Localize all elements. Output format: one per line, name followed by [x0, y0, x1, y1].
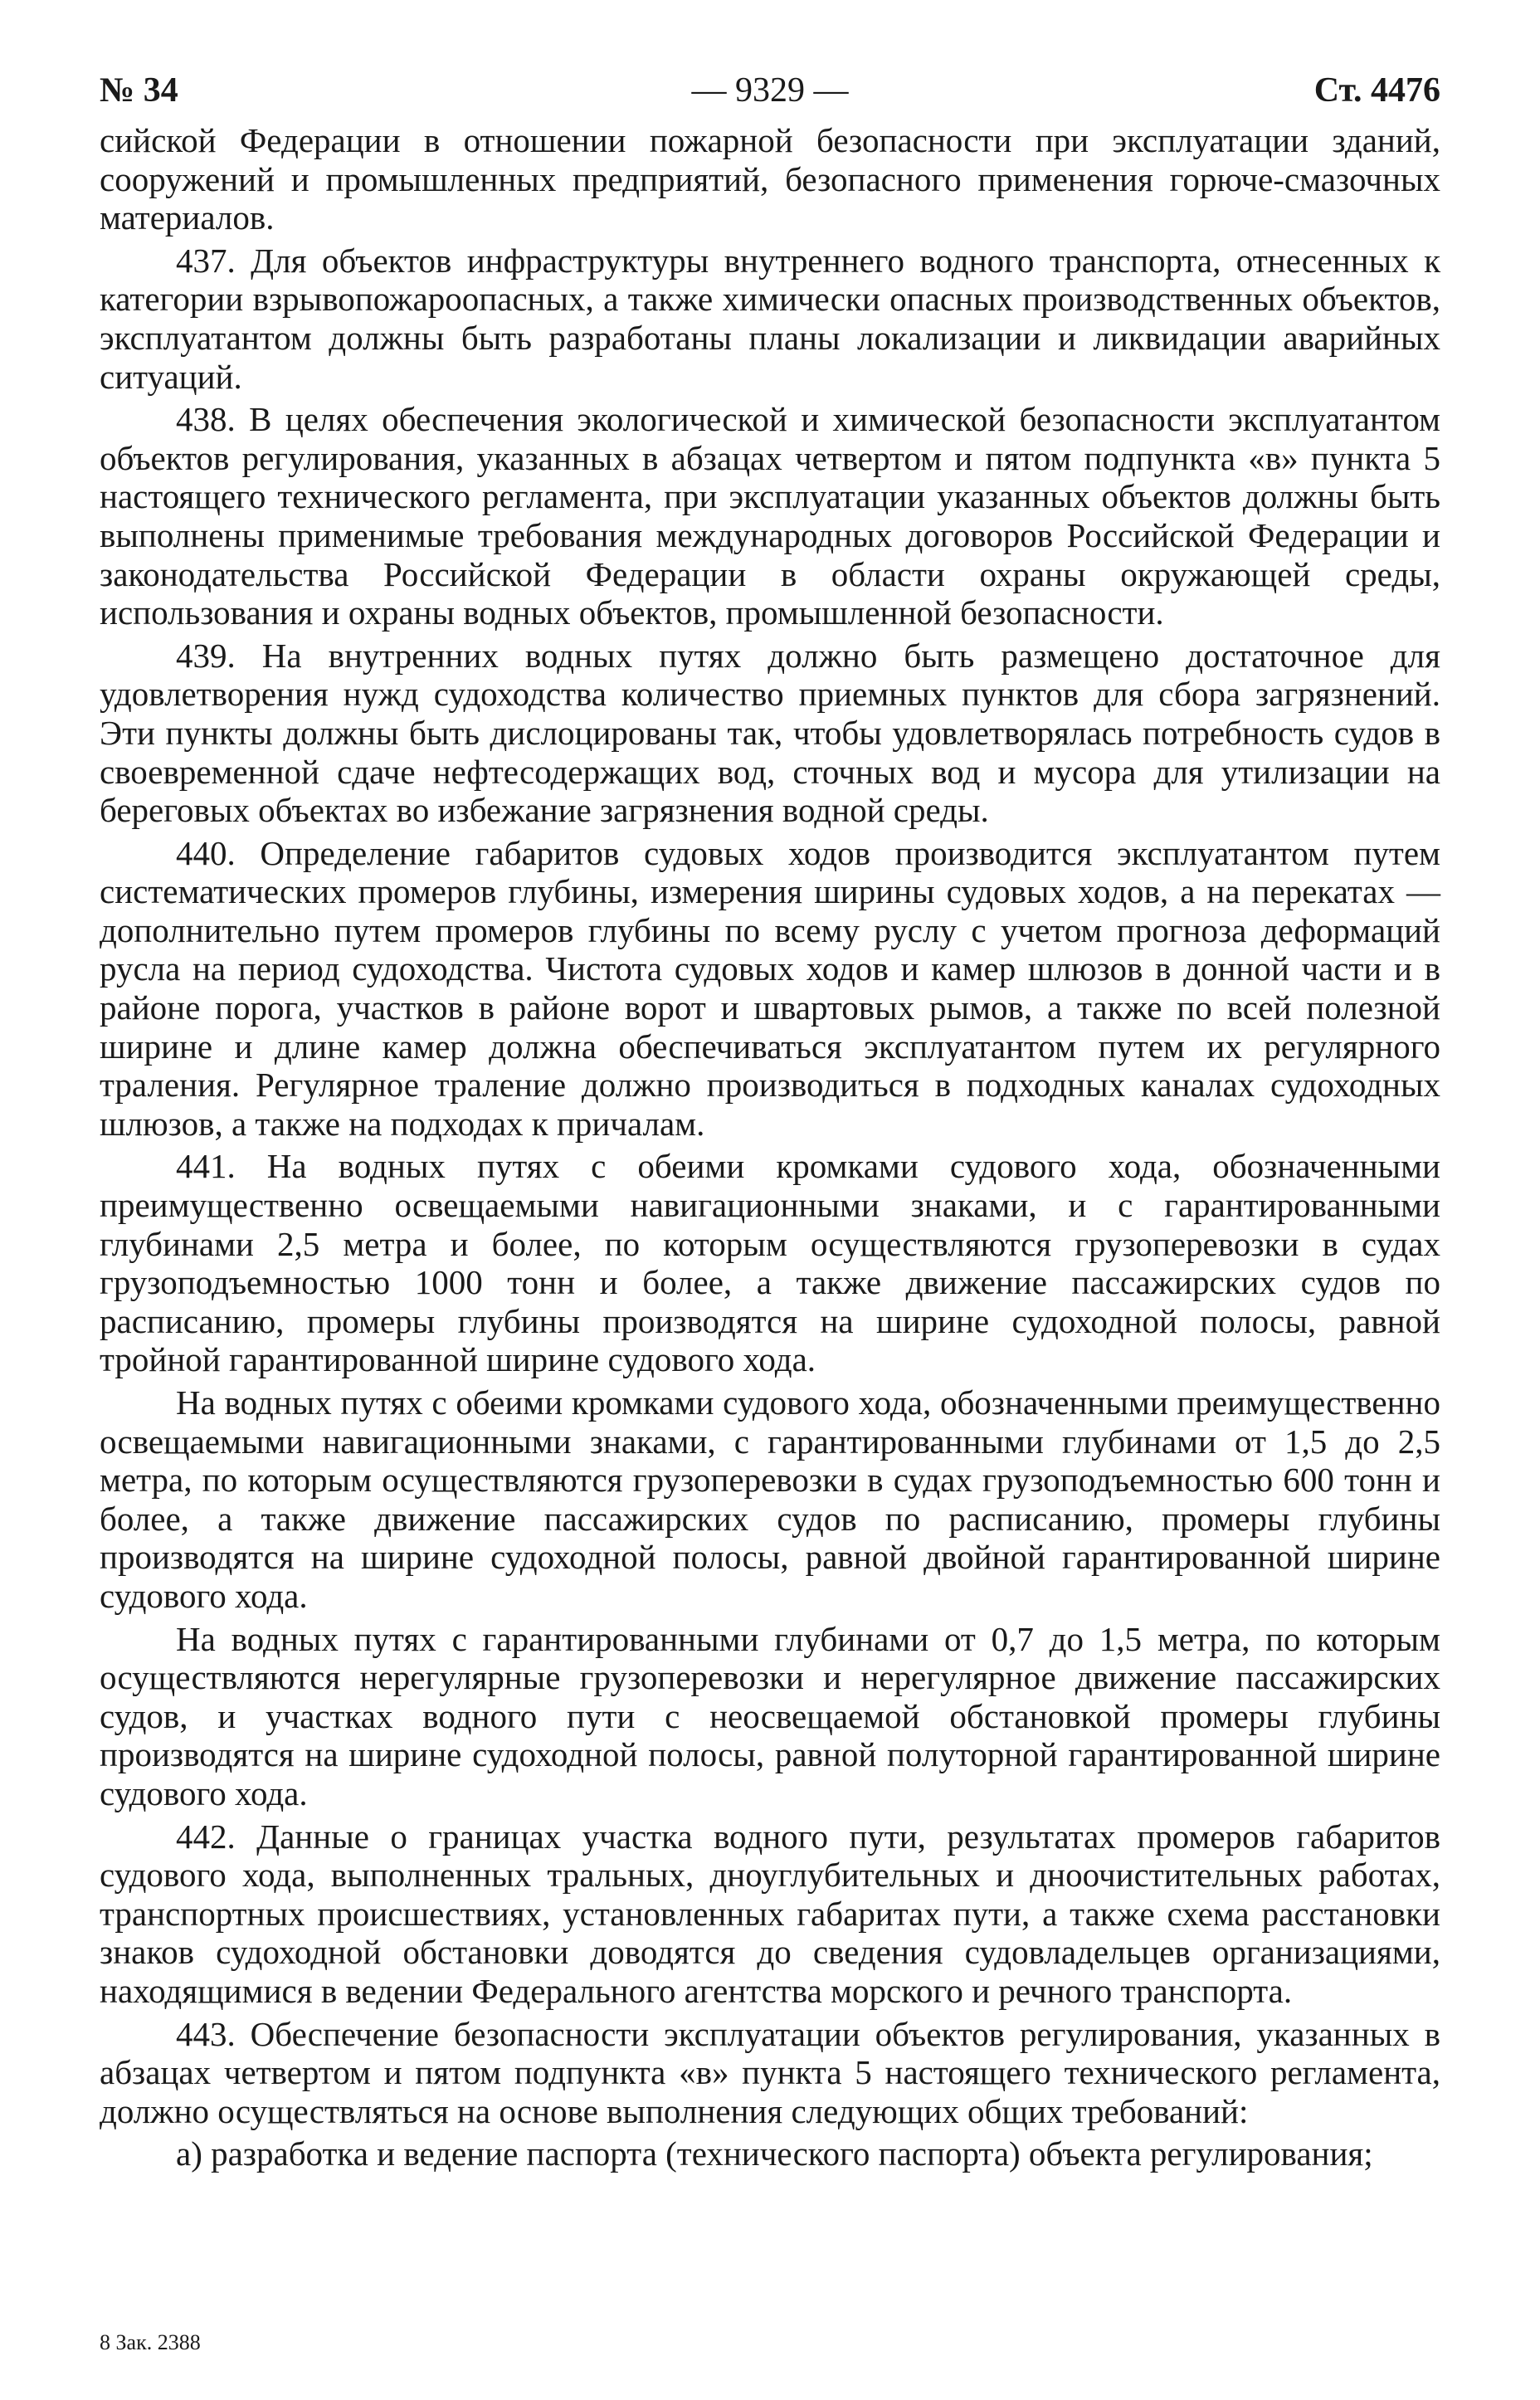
issue-number: № 34 — [100, 71, 178, 110]
paragraph-443: 443. Обеспечение безопасности эксплуатации объектов регулирования, указанных в абзацах четвертом и пятом подпункта «в» пункта 5 настоящего технического регламента, должно осуществляться на основе выполнения следующих общих требований: — [100, 2014, 1440, 2130]
paragraph-443-item-a: а) разработка и ведение паспорта (технического паспорта) объекта регулирования; — [176, 2134, 1373, 2173]
document-body — [100, 121, 1440, 2173]
paragraph-441-third: На водных путях с гарантированными глубинами от 0,7 до 1,5 метра, по которым осуществляются нерегулярные грузоперевозки и нерегулярное движение пассажирских судов, и участках водного пути с неосвещаемой обстановкой промеры глубины производятся на ширине судоходной полосы, равной полуторной гарантированной ширине судового хода. — [100, 1619, 1440, 1812]
article-number: Ст. 4476 — [1313, 71, 1440, 110]
print-order-note: 8 Зак. 2388 — [100, 2330, 201, 2354]
page-header — [100, 68, 1440, 113]
paragraph-437: 437. Для объектов инфраструктуры внутреннего водного транспорта, отнесенных к категории взрывопожароопасных, а также химически опасных производственных объектов, эксплуатантом должны быть разработаны планы локализации и ликвидации аварийных ситуаций. — [100, 241, 1440, 396]
paragraph-438: 438. В целях обеспечения экологической и химической безопасности эксплуатантом объектов регулирования, указанных в абзацах четвертом и пятом подпункта «в» пункта 5 настоящего технического регламента, при эксплуатации указанных объектов должны быть выполнены применимые требования международных договоров Российской Федерации и законодательства Российской Федерации в области охраны окружающей среды, использования и охраны водных объектов, промышленной безопасности. — [100, 400, 1440, 632]
page-number: — 9329 — — [691, 71, 849, 110]
paragraph-continuation: сийской Федерации в отношении пожарной безопасности при эксплуатации зданий, сооружений и промышленных предприятий, безопасного применения горюче-смазочных материалов. — [100, 121, 1440, 237]
paragraph-441: 441. На водных путях с обеими кромками судового хода, обозначенными преимущественно освещаемыми навигационными знаками, и с гарантированными глубинами 2,5 метра и более, по которым осуществляются грузоперевозки в судах грузоподъемностью 1000 тонн и более, а также движение пассажирских судов по расписанию, промеры глубины производятся на ширине судоходной полосы, равной тройной гарантированной ширине судового хода. — [100, 1147, 1440, 1379]
paragraph-442: 442. Данные о границах участка водного пути, результатах промеров габаритов судового хода, выполненных тральных, дноуглубительных и дноочистительных работах, транспортных происшествиях, установленных габаритах пути, а также схема расстановки знаков судоходной обстановки доводятся до сведения судовладельцев организациями, находящимися в ведении Федерального агентства морского и речного транспорта. — [100, 1817, 1440, 2010]
paragraph-441-second: На водных путях с обеими кромками судового хода, обозначенными преимущественно освещаемыми навигационными знаками, с гарантированными глубинами от 1,5 до 2,5 метра, по которым осуществляются грузоперевозки в судах грузоподъемностью 600 тонн и более, а также движение пассажирских судов по расписанию, промеры глубины производятся на ширине судоходной полосы, равной двойной гарантированной ширине судового хода. — [100, 1383, 1440, 1615]
paragraph-440: 440. Определение габаритов судовых ходов производится эксплуатантом путем систематических промеров глубины, измерения ширины судовых ходов, а на перекатах — дополнительно путем промеров глубины по всему руслу с учетом прогноза деформаций русла на период судоходства. Чистота судовых ходов и камер шлюзов в донной части и в районе порога, участков в районе ворот и швартовых рымов, а также по всей полезной ширине и длине камер должна обеспечиваться эксплуатантом путем их регулярного траления. Регулярное траление должно производиться в подходных каналах судоходных шлюзов, а также на подходах к причалам. — [100, 833, 1440, 1143]
paragraph-439: 439. На внутренних водных путях должно быть размещено достаточное для удовлетворения нужд судоходства количество приемных пунктов для сбора загрязнений. Эти пункты должны быть дислоцированы так, чтобы удовлетворялась потребность судов в своевременной сдаче нефтесодержащих вод, сточных вод и мусора для утилизации на береговых объектах во избежание загрязнения водной среды. — [100, 636, 1440, 830]
